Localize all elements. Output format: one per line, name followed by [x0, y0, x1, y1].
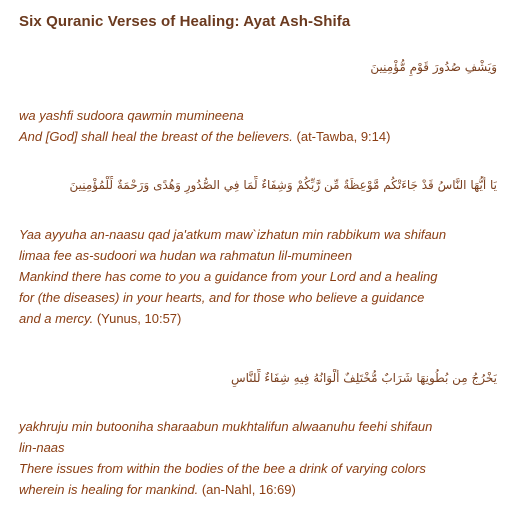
verse-1-translation-text: And [God] shall heal the breast of the believers. [19, 129, 293, 144]
verse-1-reference: (at-Tawba, 9:14) [296, 129, 391, 144]
verse-3-transliteration-line-2: lin-naas [19, 440, 65, 455]
verse-2-translation-line-3 [19, 308, 497, 329]
verse-1-arabic: وَيَشْفِ صُدُورَ قَوْمٍ مُّؤْمِنِينَ [370, 60, 497, 74]
verse-2-translation-line-2: for (the diseases) in your hearts, and for those who believe a guidance [19, 290, 425, 305]
verse-2-translation-line-1: Mankind there has come to you a guidance from your Lord and a healing [19, 269, 438, 284]
verse-3-reference: (an-Nahl, 16:69) [201, 482, 296, 497]
page-title: Six Quranic Verses of Healing: Ayat Ash-Shifa [19, 13, 351, 30]
verse-3-transliteration-line-1: yakhruju min butooniha sharaabun mukhtalifun alwaanuhu feehi shifaun [19, 419, 433, 434]
verse-1-translation [19, 126, 497, 147]
verse-1-transliteration: wa yashfi sudoora qawmin mumineena [19, 108, 244, 123]
verse-3-arabic: يَخْرُجُ مِن بُطُونِهَا شَرَابٌ مُّخْتَلِفٌ أَلْوَانُهُ فِيهِ شِفَاءٌ لِّلنَّاسِ [230, 371, 497, 385]
verse-3-translation-line-1: There issues from within the bodies of the bee a drink of varying colors [19, 461, 426, 476]
verse-2-arabic: يَا أَيُّهَا النَّاسُ قَدْ جَاءَتْكُم مَّوْعِظَةٌ مِّن رَّبِّكُمْ وَشِفَاءٌ لِّمَا فِي الصُّدُورِ وَهُدًى وَرَحْمَةٌ لِّلْمُؤْمِنِينَ [69, 178, 497, 192]
verse-2-transliteration-line-2: limaa fee as-sudoori wa hudan wa rahmatun lil-mumineen [19, 248, 353, 263]
verse-2-translation-text: and a mercy. [19, 311, 94, 326]
verse-2-reference: (Yunus, 10:57) [96, 311, 182, 326]
verse-3-translation-line-2 [19, 479, 497, 500]
verse-2-transliteration-line-1: Yaa ayyuha an-naasu qad ja'atkum maw`izhatun min rabbikum wa shifaun [19, 227, 447, 242]
verse-3-translation-text: wherein is healing for mankind. [19, 482, 199, 497]
